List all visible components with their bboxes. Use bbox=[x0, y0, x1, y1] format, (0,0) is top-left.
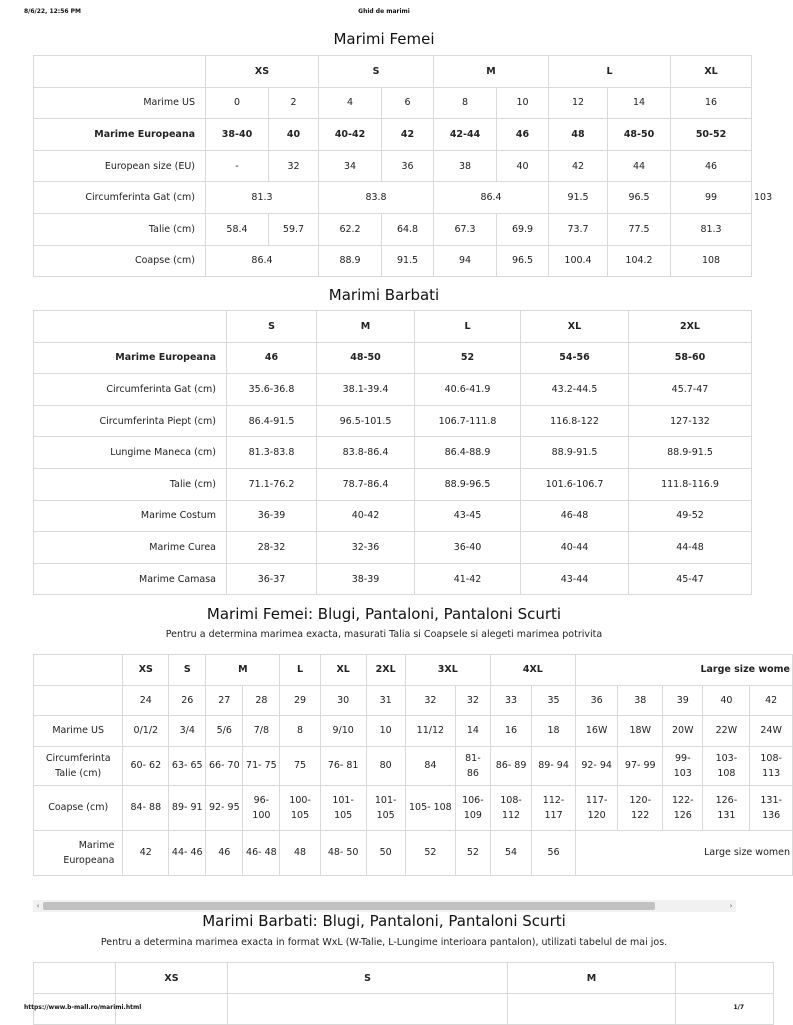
table-cell: 40-44 bbox=[521, 532, 629, 564]
table-cell: 26 bbox=[169, 685, 206, 716]
table-cell: 117- 120 bbox=[575, 785, 618, 830]
table-cell: 52 bbox=[405, 830, 455, 875]
men-sizes-title: Marimi Barbati bbox=[328, 286, 440, 304]
table-cell: 40-42 bbox=[319, 119, 382, 151]
table-cell: 92- 95 bbox=[206, 785, 243, 830]
table-row bbox=[34, 716, 793, 747]
table-cell: 54-56 bbox=[521, 342, 629, 374]
table-cell: 127-132 bbox=[629, 405, 752, 437]
table-cell: 36-37 bbox=[227, 563, 317, 595]
table-cell: 54 bbox=[490, 830, 531, 875]
table-cell: 41-42 bbox=[415, 563, 521, 595]
size-header: L bbox=[280, 655, 320, 686]
table-cell: 52 bbox=[455, 830, 490, 875]
table-cell: 91.5 bbox=[382, 245, 434, 277]
table-cell: 30 bbox=[320, 685, 366, 716]
table-cell: 8 bbox=[280, 716, 320, 747]
table-cell: 91.5 bbox=[549, 182, 608, 214]
size-header: M bbox=[206, 655, 280, 686]
table-row bbox=[34, 213, 752, 245]
table-cell: 46 bbox=[497, 119, 549, 151]
table-row bbox=[34, 532, 752, 564]
table-cell: 38.1-39.4 bbox=[317, 374, 415, 406]
table-cell: 106.7-111.8 bbox=[415, 405, 521, 437]
size-header: 4XL bbox=[490, 655, 575, 686]
table-row bbox=[34, 830, 793, 875]
men-jeans-table bbox=[33, 962, 774, 1025]
size-header: L bbox=[549, 56, 671, 88]
table-cell: 6 bbox=[382, 87, 434, 119]
table-cell: 83.8-86.4 bbox=[317, 437, 415, 469]
table-cell: 44-48 bbox=[629, 532, 752, 564]
row-label: Marime US bbox=[34, 716, 123, 747]
table-cell: 62.2 bbox=[319, 213, 382, 245]
table-cell: 12 bbox=[549, 87, 608, 119]
row-label: Coapse (cm) bbox=[34, 785, 123, 830]
table-row bbox=[34, 563, 752, 595]
table-row bbox=[34, 119, 752, 151]
table-cell: 71- 75 bbox=[243, 746, 280, 785]
row-label: European size (EU) bbox=[34, 150, 206, 182]
table-cell: 80 bbox=[366, 746, 405, 785]
table-cell: 86.4-91.5 bbox=[227, 405, 317, 437]
table-cell: 83.8 bbox=[319, 182, 434, 214]
table-cell: 58.4 bbox=[206, 213, 269, 245]
table-row bbox=[34, 87, 752, 119]
size-header: M bbox=[508, 963, 676, 994]
table-cell: 97- 99 bbox=[618, 746, 663, 785]
table-row: Circumferinta Gat (cm) 81.3 83.8 86.4 91.5 96.5 99 103 bbox=[34, 182, 752, 214]
men-sizes-table bbox=[33, 310, 752, 595]
table-cell: 36 bbox=[382, 150, 434, 182]
size-header: XS bbox=[206, 56, 319, 88]
table-cell: 101- 105 bbox=[320, 785, 366, 830]
table-cell: 27 bbox=[206, 685, 243, 716]
table-cell: 108- 112 bbox=[490, 785, 531, 830]
table-cell: 31 bbox=[366, 685, 405, 716]
table-cell: 89- 91 bbox=[169, 785, 206, 830]
table-row bbox=[34, 746, 793, 785]
size-header: S bbox=[169, 655, 206, 686]
row-label: Circumferinta Gat (cm) bbox=[34, 374, 227, 406]
table-cell: 40 bbox=[497, 150, 549, 182]
size-header: XL bbox=[320, 655, 366, 686]
table-cell: 81.3 bbox=[671, 213, 752, 245]
table-cell: 112- 117 bbox=[532, 785, 576, 830]
table-cell: 71.1-76.2 bbox=[227, 468, 317, 500]
table-cell: 36-39 bbox=[227, 500, 317, 532]
table-cell: 84- 88 bbox=[123, 785, 169, 830]
size-header: S bbox=[319, 56, 434, 88]
table-cell: 48- 50 bbox=[320, 830, 366, 875]
row-label: Coapse (cm) bbox=[34, 245, 206, 277]
table-cell: 46 bbox=[671, 150, 752, 182]
header-empty-cell bbox=[34, 655, 123, 686]
table-cell: 14 bbox=[455, 716, 490, 747]
table-cell: 24 bbox=[123, 685, 169, 716]
table-cell: 96- 100 bbox=[243, 785, 280, 830]
table-cell: 108 bbox=[671, 245, 752, 277]
table-cell: - bbox=[206, 150, 269, 182]
table-cell: 50-52 bbox=[671, 119, 752, 151]
size-header: XL bbox=[521, 311, 629, 343]
table-cell: 24W bbox=[750, 716, 793, 747]
men-jeans-table-wrapper bbox=[33, 962, 736, 1000]
table-cell: 36 bbox=[575, 685, 618, 716]
table-cell: 35 bbox=[532, 685, 576, 716]
table-cell: 78.7-86.4 bbox=[317, 468, 415, 500]
scroll-right-arrow-icon[interactable]: › bbox=[729, 902, 733, 910]
table-cell: 126- 131 bbox=[703, 785, 750, 830]
table-cell: 44- 46 bbox=[169, 830, 206, 875]
table-cell: 89- 94 bbox=[532, 746, 576, 785]
women-sizes-table bbox=[33, 55, 773, 277]
table-cell: 42 bbox=[750, 685, 793, 716]
table-row bbox=[34, 342, 752, 374]
table-cell: 99- 103 bbox=[663, 746, 703, 785]
table-cell: 67.3 bbox=[434, 213, 497, 245]
table-cell: 96.5-101.5 bbox=[317, 405, 415, 437]
table-cell: 45.7-47 bbox=[629, 374, 752, 406]
table-cell: 101- 105 bbox=[366, 785, 405, 830]
table-cell: 42-44 bbox=[434, 119, 497, 151]
row-label: Marime US bbox=[34, 87, 206, 119]
table-cell: 40.6-41.9 bbox=[415, 374, 521, 406]
table-cell: 34 bbox=[319, 150, 382, 182]
table-cell: 103- 108 bbox=[703, 746, 750, 785]
table-cell: 111.8-116.9 bbox=[629, 468, 752, 500]
size-header: XS bbox=[116, 963, 228, 994]
table-cell: 66- 70 bbox=[206, 746, 243, 785]
table-cell: 64.8 bbox=[382, 213, 434, 245]
table-cell bbox=[676, 994, 774, 1025]
table-cell: 88.9-91.5 bbox=[521, 437, 629, 469]
header-empty-cell bbox=[34, 56, 206, 88]
row-label: Circumferinta Piept (cm) bbox=[34, 405, 227, 437]
table-cell: 16 bbox=[671, 87, 752, 119]
size-header: XL bbox=[671, 56, 752, 88]
women-jeans-table bbox=[33, 654, 793, 876]
table-header-row bbox=[34, 311, 752, 343]
table-cell: 42 bbox=[382, 119, 434, 151]
table-cell: 96.5 bbox=[497, 245, 549, 277]
table-cell: 40 bbox=[703, 685, 750, 716]
table-cell: 35.6-36.8 bbox=[227, 374, 317, 406]
table-cell: 86.4-88.9 bbox=[415, 437, 521, 469]
table-cell: 49-52 bbox=[629, 500, 752, 532]
table-cell: 32 bbox=[269, 150, 319, 182]
table-cell: 131- 136 bbox=[750, 785, 793, 830]
table-cell: 40-42 bbox=[317, 500, 415, 532]
row-label: Marime Europeana bbox=[34, 830, 123, 875]
table-cell: 28-32 bbox=[227, 532, 317, 564]
table-cell: 56 bbox=[532, 830, 576, 875]
table-cell: 101.6-106.7 bbox=[521, 468, 629, 500]
row-label: Marime Costum bbox=[34, 500, 227, 532]
row-label: Marime Curea bbox=[34, 532, 227, 564]
table-cell: 108- 113 bbox=[750, 746, 793, 785]
table-row bbox=[34, 405, 752, 437]
large-size-eu-cell: Large size women bbox=[575, 830, 792, 875]
table-cell: 10 bbox=[366, 716, 405, 747]
table-header-row bbox=[34, 963, 774, 994]
table-cell: 105- 108 bbox=[405, 785, 455, 830]
table-cell: 22W bbox=[703, 716, 750, 747]
row-label: Talie (cm) bbox=[34, 213, 206, 245]
table-cell bbox=[508, 994, 676, 1025]
table-cell: 40 bbox=[269, 119, 319, 151]
table-cell: 46 bbox=[206, 830, 243, 875]
table-cell: 116.8-122 bbox=[521, 405, 629, 437]
row-label: Circumferinta Gat (cm) bbox=[34, 182, 206, 214]
table-cell: 10 bbox=[497, 87, 549, 119]
table-cell: 2 bbox=[269, 87, 319, 119]
table-cell: 44 bbox=[608, 150, 671, 182]
table-cell: 120- 122 bbox=[618, 785, 663, 830]
women-sizes-title: Marimi Femei bbox=[333, 30, 435, 48]
table-cell: 104.2 bbox=[608, 245, 671, 277]
table-cell: 58-60 bbox=[629, 342, 752, 374]
table-cell: 63- 65 bbox=[169, 746, 206, 785]
table-cell: 16 bbox=[490, 716, 531, 747]
scroll-left-arrow-icon[interactable]: ‹ bbox=[36, 902, 40, 910]
table-cell: 48-50 bbox=[608, 119, 671, 151]
table-cell: 32 bbox=[455, 685, 490, 716]
table-cell: 76- 81 bbox=[320, 746, 366, 785]
row-label-empty bbox=[34, 685, 123, 716]
table-row bbox=[34, 468, 752, 500]
table-header-row bbox=[34, 655, 793, 686]
table-cell: 16W bbox=[575, 716, 618, 747]
table-cell: 3/4 bbox=[169, 716, 206, 747]
table-cell: 100- 105 bbox=[280, 785, 320, 830]
table-cell: 28 bbox=[243, 685, 280, 716]
size-header: S bbox=[227, 311, 317, 343]
table-cell: 86.4 bbox=[434, 182, 549, 214]
print-url: https://www.b-mall.ro/marimi.html bbox=[24, 1004, 142, 1011]
table-cell: 0/1/2 bbox=[123, 716, 169, 747]
table-cell: 88.9-96.5 bbox=[415, 468, 521, 500]
men-jeans-title: Marimi Barbati: Blugi, Pantaloni, Pantaloni Scurti bbox=[202, 912, 566, 930]
table-cell: 94 bbox=[434, 245, 497, 277]
table-cell: 92- 94 bbox=[575, 746, 618, 785]
table-cell: 48 bbox=[549, 119, 608, 151]
table-row bbox=[34, 500, 752, 532]
table-cell: 59.7 bbox=[269, 213, 319, 245]
table-cell: 69.9 bbox=[497, 213, 549, 245]
large-size-header: Large size wome bbox=[575, 655, 792, 686]
table-cell: 9/10 bbox=[320, 716, 366, 747]
table-cell: 99 bbox=[671, 182, 752, 214]
table-cell bbox=[228, 994, 508, 1025]
print-page-number: 1/7 bbox=[733, 1004, 744, 1011]
table-cell: 81.3-83.8 bbox=[227, 437, 317, 469]
size-header: L bbox=[415, 311, 521, 343]
table-cell: 32 bbox=[405, 685, 455, 716]
table-cell: 4 bbox=[319, 87, 382, 119]
table-cell: 77.5 bbox=[608, 213, 671, 245]
table-cell: 8 bbox=[434, 87, 497, 119]
row-label: Marime Europeana bbox=[34, 342, 227, 374]
size-header: M bbox=[434, 56, 549, 88]
table-cell: 75 bbox=[280, 746, 320, 785]
table-cell: 84 bbox=[405, 746, 455, 785]
table-row bbox=[34, 785, 793, 830]
table-row bbox=[34, 374, 752, 406]
women-jeans-subtitle: Pentru a determina marimea exacta, masurati Talia si Coapsele si alegeti marimea potrivita bbox=[165, 629, 603, 640]
print-datetime: 8/6/22, 12:56 PM bbox=[24, 8, 82, 15]
table-cell: 46- 48 bbox=[243, 830, 280, 875]
table-cell: 18 bbox=[532, 716, 576, 747]
women-jeans-title: Marimi Femei: Blugi, Pantaloni, Pantaloni Scurti bbox=[206, 605, 562, 623]
table-cell: 86- 89 bbox=[490, 746, 531, 785]
table-cell: 73.7 bbox=[549, 213, 608, 245]
table-cell: 42 bbox=[549, 150, 608, 182]
women-jeans-table-wrapper bbox=[33, 654, 790, 876]
table-cell: 7/8 bbox=[243, 716, 280, 747]
women-sizes-table-wrapper bbox=[33, 55, 773, 277]
table-cell: 81.3 bbox=[206, 182, 319, 214]
row-label: Talie (cm) bbox=[34, 468, 227, 500]
header-empty-cell bbox=[676, 963, 774, 994]
header-empty-cell bbox=[34, 963, 116, 994]
table-cell: 88.9 bbox=[319, 245, 382, 277]
row-label: Marime Europeana bbox=[34, 119, 206, 151]
table-cell: 52 bbox=[415, 342, 521, 374]
table-cell: 43.2-44.5 bbox=[521, 374, 629, 406]
scrollbar-thumb[interactable] bbox=[43, 902, 655, 910]
table-cell: 88.9-91.5 bbox=[629, 437, 752, 469]
table-cell: 122- 126 bbox=[663, 785, 703, 830]
size-header: 2XL bbox=[629, 311, 752, 343]
table-cell: 38-39 bbox=[317, 563, 415, 595]
table-cell: 39 bbox=[663, 685, 703, 716]
table-cell: 33 bbox=[490, 685, 531, 716]
men-jeans-subtitle: Pentru a determina marimea exacta in format WxL (W-Talie, L-Lungime interioara pantalon), utilizati tabelul de mai jos. bbox=[100, 937, 668, 948]
table-cell: 46-48 bbox=[521, 500, 629, 532]
horizontal-scrollbar[interactable] bbox=[33, 900, 736, 912]
table-cell: 48 bbox=[280, 830, 320, 875]
row-label: Lungime Maneca (cm) bbox=[34, 437, 227, 469]
table-cell: 32-36 bbox=[317, 532, 415, 564]
table-cell: 45-47 bbox=[629, 563, 752, 595]
table-cell: 38 bbox=[434, 150, 497, 182]
size-header: 2XL bbox=[366, 655, 405, 686]
size-header: S bbox=[228, 963, 508, 994]
table-row bbox=[34, 245, 752, 277]
table-cell: 43-45 bbox=[415, 500, 521, 532]
table-cell: 11/12 bbox=[405, 716, 455, 747]
table-cell: 48-50 bbox=[317, 342, 415, 374]
table-cell: 50 bbox=[366, 830, 405, 875]
table-cell: 96.5 bbox=[608, 182, 671, 214]
men-sizes-table-wrapper bbox=[33, 310, 736, 595]
table-cell: 43-44 bbox=[521, 563, 629, 595]
size-header: XS bbox=[123, 655, 169, 686]
size-header: M bbox=[317, 311, 415, 343]
table-cell: 29 bbox=[280, 685, 320, 716]
size-header: 3XL bbox=[405, 655, 490, 686]
table-cell: 86.4 bbox=[206, 245, 319, 277]
table-cell: 18W bbox=[618, 716, 663, 747]
table-cell: 106- 109 bbox=[455, 785, 490, 830]
table-row bbox=[34, 150, 752, 182]
table-cell: 38 bbox=[618, 685, 663, 716]
table-cell: 38-40 bbox=[206, 119, 269, 151]
table-cell: 36-40 bbox=[415, 532, 521, 564]
table-cell: 81- 86 bbox=[455, 746, 490, 785]
table-row bbox=[34, 685, 793, 716]
print-page-title: Ghid de marimi bbox=[358, 8, 410, 15]
header-empty-cell bbox=[34, 311, 227, 343]
table-header-row bbox=[34, 56, 752, 88]
table-cell: 20W bbox=[663, 716, 703, 747]
table-cell: 42 bbox=[123, 830, 169, 875]
table-cell: 5/6 bbox=[206, 716, 243, 747]
table-cell: 14 bbox=[608, 87, 671, 119]
table-row bbox=[34, 437, 752, 469]
table-cell: 46 bbox=[227, 342, 317, 374]
row-label: Circumferinta Talie (cm) bbox=[34, 746, 123, 785]
table-row bbox=[34, 994, 774, 1025]
table-cell: 60- 62 bbox=[123, 746, 169, 785]
row-label: Marime Camasa bbox=[34, 563, 227, 595]
table-cell: 100.4 bbox=[549, 245, 608, 277]
table-cell: 0 bbox=[206, 87, 269, 119]
